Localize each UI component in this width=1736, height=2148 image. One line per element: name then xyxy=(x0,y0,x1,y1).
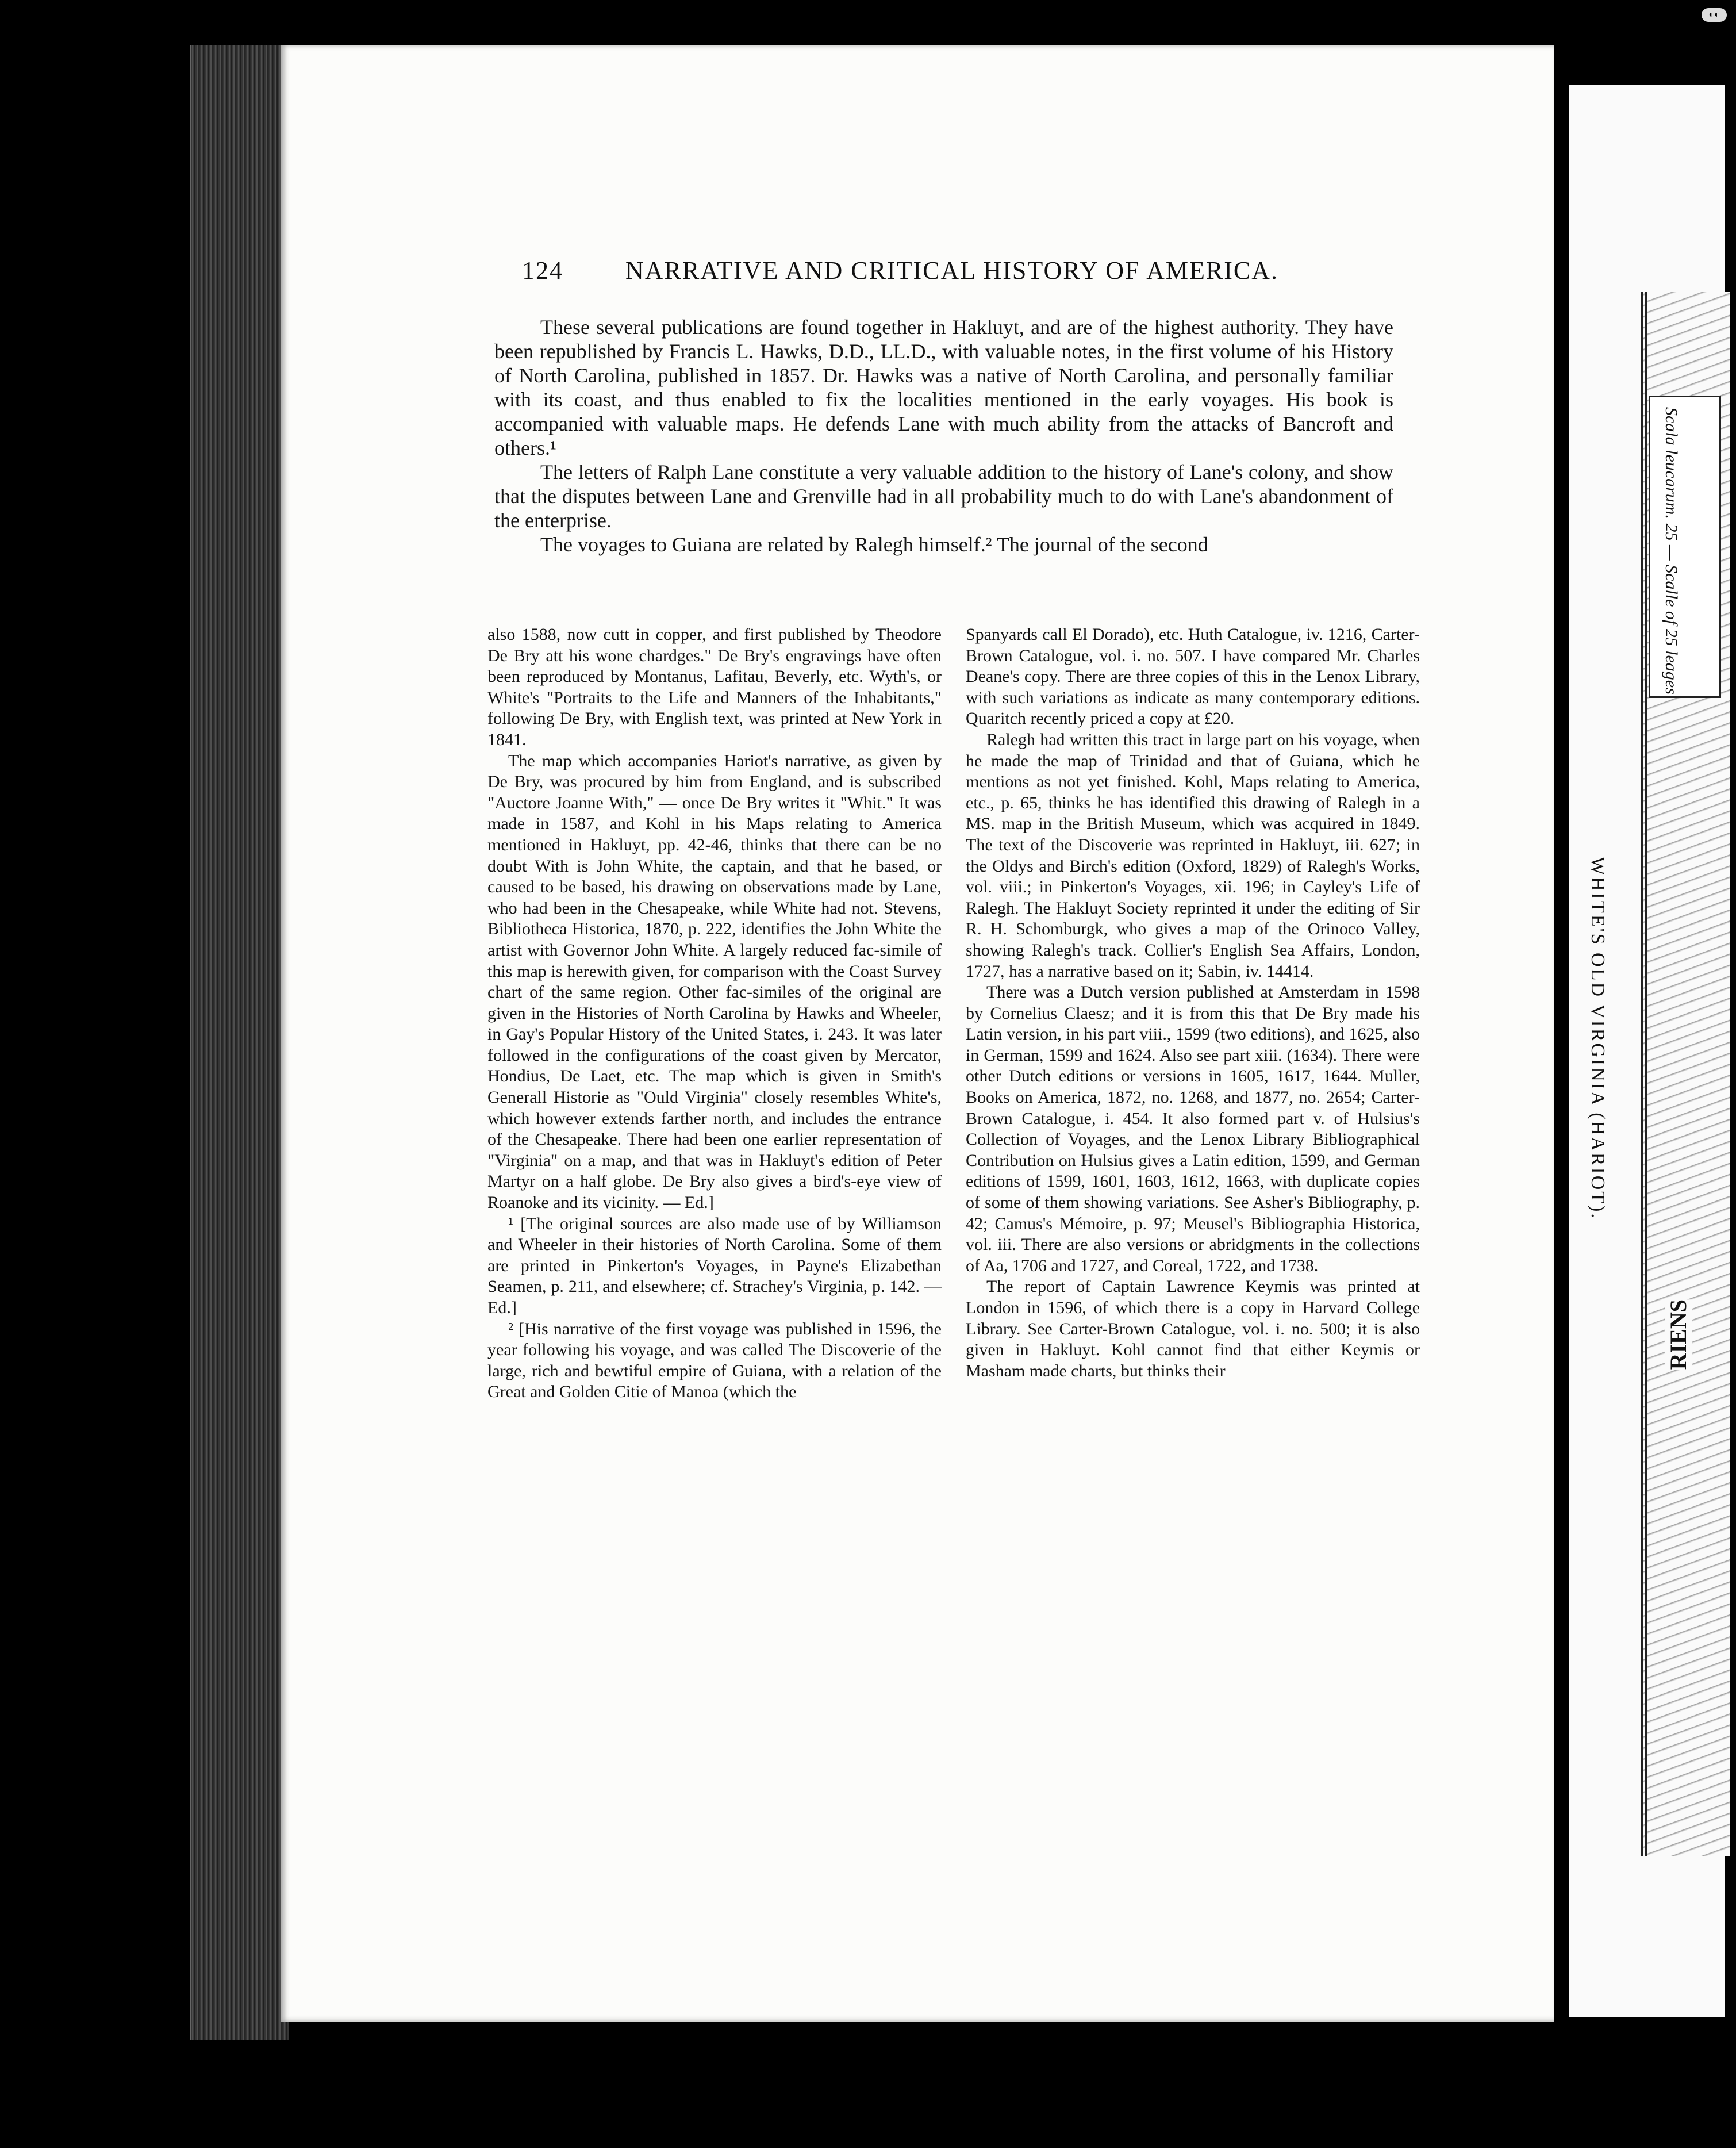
footnote-2: ² [His narrative of the first voyage was published in 1596, the year following his voyage, and was called The Discoverie of the large, rich and bewtiful empire of Guiana, with a relation of the Great and Golden Citie of Manoa (which the xyxy=(487,1319,942,1402)
map-scale-text: Scala leucarum. 25 — Scalle of 25 leages xyxy=(1662,407,1681,695)
footnote-paragraph: The report of Captain Lawrence Keymis was printed at London in 1596, of which there is a copy in Harvard College Library. See Carter-Brown Catalogue, vol. i. no. 500; it is also given in Hakluyt. Kohl cannot find that either Keymis or Masham made charts, but thinks their xyxy=(966,1277,1420,1380)
book-page-edges xyxy=(190,45,289,2040)
footnote-1: ¹ [The original sources are also made use of by Williamson and Wheeler in their histories of North Carolina. Some of them are printed in Pinkerton's Voyages, in Payne's Elizabethan Seamen, p. 211, and elsewhere; cf. Strachey's Virginia, p. 142. — Ed.] xyxy=(487,1214,942,1317)
footnote-paragraph: also 1588, now cutt in copper, and first published by Theodore De Bry att his wone chardges." De Bry's engravings have often been reproduced by Montanus, Lafitau, Beverly, etc. Wyth's, or White's "Portraits to the Life and Manners of the Inhabitants," following De Bry, with English text, was printed at New York in 1841. xyxy=(487,625,942,749)
footnote-paragraph: Ralegh had written this tract in large part on his voyage, when he made the map of Trinidad and that of Guiana, which he mentions as not yet finished. Kohl, Maps relating to America, etc., p. 65, thinks he has identified this drawing of Ralegh in a MS. map in the British Museum, which was acquired in 1849. The text of the Discoverie was reprinted in Hakluyt, iii. 627; in the Oldys and Birch's edition (Oxford, 1829) of Ralegh's Works, vol. viii.; in Pinkerton's Voyages, xii. 196; in Cayley's Life of Ralegh. The Hakluyt Society reprinted it under the editing of Sir R. H. Schomburgk, who gives a map of the Orinoco Valley, showing Ralegh's track. Collier's English Sea Affairs, London, 1727, has a narrative based on it; Sabin, iv. 14414. xyxy=(966,730,1420,981)
paragraph: These several publications are found together in Hakluyt, and are of the highest authority. They have been republished by Francis L. Hawks, D.D., LL.D., with valuable notes, in the first volume of his History of North Carolina, published in 1857. Dr. Hawks was a native of North Carolina, and personally familiar with its coast, and thus enabled to fix the localities mentioned in the early voyages. His book is accompanied with valuable maps. He defends Lane with much ability from the attacks of Bancroft and others.¹ xyxy=(494,316,1393,459)
footnote-column-left xyxy=(487,624,942,1403)
page-number: 124 xyxy=(522,256,563,285)
paragraph: The voyages to Guiana are related by Ralegh himself.² The journal of the second xyxy=(540,533,1208,556)
corner-mark-icon: ◐◐ xyxy=(1702,8,1727,22)
running-title: NARRATIVE AND CRITICAL HISTORY OF AMERICA. xyxy=(625,256,1279,285)
paragraph: The letters of Ralph Lane constitute a very valuable addition to the history of Lane's colony, and show that the disputes between Lane and Grenville had in all probability much to do with Lane's abandonment of the enterprise. xyxy=(494,461,1393,532)
map-label: RIENS xyxy=(1665,1299,1691,1370)
map-scale-box xyxy=(1649,396,1721,698)
main-text-block xyxy=(494,315,1393,557)
footnote-paragraph: Spanyards call El Dorado), etc. Huth Catalogue, iv. 1216, Carter-Brown Catalogue, vol. i. no. 507. I have compared Mr. Charles Deane's copy. There are three copies of this in the Lenox Library, with such variations as indicate as many contemporary editions. Quaritch recently priced a copy at £20. xyxy=(966,625,1420,728)
footnote-column-right xyxy=(966,624,1420,1382)
running-header xyxy=(522,256,1304,296)
footnote-paragraph: There was a Dutch version published at Amsterdam in 1598 by Cornelius Claesz; and it is from this that De Bry made his Latin version, in his part viii., 1599 (two editions), and 1625, also in German, 1599 and 1624. Also see part xiii. (1634). There were other Dutch editions or versions in 1605, 1617, 1644. Muller, Books on America, 1872, no. 1268, and 1877, no. 2654; Carter-Brown Catalogue, i. 454. It also formed part v. of Hulsius's Collection of Voyages, and the Lenox Library Bibliographical Contribution on Hulsius gives a Latin edition, 1599, and German editions of 1599, 1601, 1603, 1612, 1663, with duplicate copies of some of them showing variations. See Asher's Bibliography, p. 42; Camus's Mémoire, p. 97; Meusel's Bibliographia Historica, vol. iii. There are also versions or abridgments in the collections of Aa, 1706 and 1727, and Coreal, 1722, and 1738. xyxy=(966,983,1420,1275)
map-caption: WHITE'S OLD VIRGINIA (HARIOT). xyxy=(1587,857,1608,1220)
footnote-paragraph: The map which accompanies Hariot's narrative, as given by De Bry, was procured by him from England, and is subscribed "Auctore Joanne With," — once De Bry writes it "Whit." It was made in 1587, and Kohl in his Maps relating to America mentioned in Hakluyt, pp. 42-46, thinks that there can be no doubt With is John White, the captain, and that he based, or caused to be based, his drawing on observations made by Lane, who had been in the Chesapeake, while White had not. Stevens, Bibliotheca Historica, 1870, p. 222, identifies the John White the artist with Governor John White. A largely reduced fac-simile of this map is herewith given, for comparison with the Coast Survey chart of the same region. Other fac-similes of the original are given in the Histories of North Carolina by Hawks and Wheeler, in Gay's Popular History of the United States, i. 243. It was later followed in the configurations of the coast given by Mercator, Hondius, De Laet, etc. The map which is given in Smith's Generall Historie as "Ould Virginia" closely resembles White's, which however extends farther north, and includes the entrance of the Chesapeake. There had been one earlier representation of "Virginia" on a map, and that was in Hakluyt's edition of Peter Martyr on a half globe. De Bry also gives a bird's-eye view of Roanoke and its vicinity. — Ed.] xyxy=(487,751,942,1213)
